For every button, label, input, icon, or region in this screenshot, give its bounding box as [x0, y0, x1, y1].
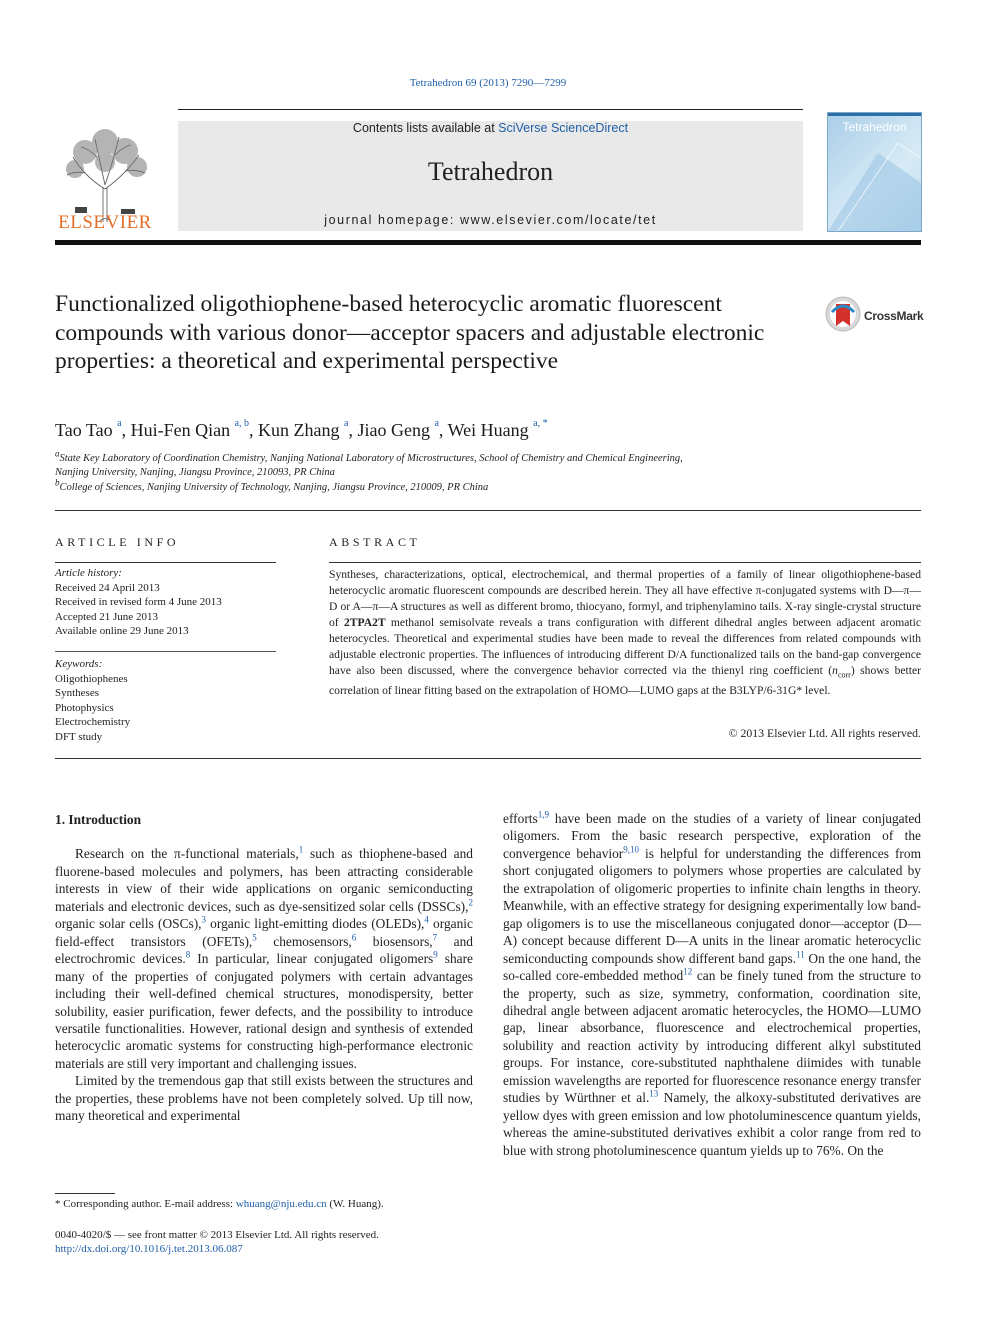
- affiliation-a: [55, 448, 683, 464]
- sciencedirect-link[interactable]: SciVerse ScienceDirect: [498, 121, 629, 135]
- journal-homepage[interactable]: journal homepage: www.elsevier.com/locate/tet: [324, 213, 657, 227]
- corresponding-author-footnote: [55, 1198, 384, 1210]
- contents-prefix: Contents lists available at: [352, 121, 499, 135]
- footnote-prefix: * Corresponding author. E-mail address:: [55, 1198, 236, 1210]
- keyword: Electrochemistry: [55, 716, 131, 728]
- crossmark-label[interactable]: CrossMark: [864, 309, 924, 323]
- abstract-part: ) shows better correlation of linear fitting based on the extrapolation of HOMO—LUMO gaps at the B3LYP/6-31G* level.: [329, 664, 922, 698]
- affiliation-b: [55, 477, 489, 493]
- article-info-heading: ARTICLE INFO: [55, 535, 180, 549]
- abstract-part: Syntheses, characterizations, optical, electrochemical, and thermal properties of a family of linear oligothiophene-based heterocyclic aromatic fluorescent compounds are described herein. They all have effective π-conjugated systems with D—π—D or A—π—A structures as well as different bromo, thiocyano, formyl, and triphenylamino tails. X-ray single-crystal structure of: [329, 568, 921, 629]
- keyword: Syntheses: [55, 687, 99, 699]
- citation-ref[interactable]: 13: [649, 1088, 659, 1099]
- intro-paragraph-2-cont: efforts$^{1,9}$ have been made on the studies of a variety of linear conjugated oligomers. From the basic research perspective, exploration of the convergence behavior$^{9,10}$ is helpful for understanding the differences from short conjugated oligomers to polymers whose properties are calculated by the extrapolation of oligomeric properties to infinite chain lengths in theory. Meanwhile, with an effective strategy for designing experimentally low band-gap oligomers is to use the miscellaneous conjugated donor—acceptor (D—A) concept because different D—A units in the linear aromatic heterocyclic semiconducting compounds show different band gaps.$^{11}$ On the one hand, the so-called core-embedded method$^{12}$ can be finely tuned from the structure to the property, such as size, symmetry, conformation, coordination site, dihedral angle between adjacent aromatic heterocycles, the HOMO—LUMO gap, linear absorbance, fluorescence and electrochemical properties, solubility and reaction activity by introducing different alkyl substituted groups. For instance, core-substituted naphthalene diimides with tunable emission wavelengths are reported for fluorescence resonance energy transfer studies by Würthner et al.$^{13}$ Namely, the alkoxy-substituted derivatives are yellow dyes with green emission and low photoluminescence quantum yields, whereas the amine-substituted derivatives exhibit a color range from red to blue with strong photoluminescence quantum yields up to 76%. On the: [503, 809, 921, 1158]
- history-label: Article history:: [55, 567, 122, 579]
- abstract-rule: [329, 562, 921, 563]
- contents-available: [178, 121, 803, 135]
- abstract-copyright: © 2013 Elsevier Ltd. All rights reserved.: [728, 726, 921, 740]
- intro-paragraph-2-start: Limited by the tremendous gap that still exists between the structures and the properties, these problems have not been completely solved. Up till now, many theoretical and experimental: [55, 1073, 473, 1124]
- article-title: Functionalized oligothiophene-based heterocyclic aromatic fluorescent compounds with various donor—acceptor spacers and adjustable electronic properties: a theoretical and experimental perspective: [55, 291, 765, 374]
- crossmark-icon[interactable]: [825, 296, 861, 332]
- author-affiliation[interactable]: a, *: [533, 418, 548, 429]
- history-item: Received 24 April 2013: [55, 581, 160, 594]
- citation-ref[interactable]: 11: [796, 949, 805, 960]
- keywords-label: Keywords:: [55, 658, 103, 670]
- keyword: Oligothiophenes: [55, 672, 128, 685]
- author-affiliation[interactable]: a: [434, 418, 439, 429]
- author-name[interactable]: Wei Huang: [447, 420, 529, 440]
- citation-ref[interactable]: 9,10: [623, 844, 640, 855]
- n-symbol: n: [832, 664, 838, 677]
- article-info-rule: [55, 562, 276, 563]
- issn-line: 0040-4020/$ — see front matter © 2013 Elsevier Ltd. All rights reserved.: [55, 1229, 379, 1241]
- author-affiliation[interactable]: a: [117, 418, 122, 429]
- history-item: Received in revised form 4 June 2013: [55, 596, 222, 608]
- article-history: [55, 566, 280, 639]
- header-thick-rule: [55, 240, 921, 245]
- keywords-list: [55, 657, 280, 744]
- keyword: DFT study: [55, 730, 103, 743]
- keyword: Photophysics: [55, 701, 114, 714]
- footnote-suffix: (W. Huang).: [326, 1198, 384, 1210]
- section-rule: [55, 510, 921, 511]
- author-name[interactable]: Hui-Fen Qian: [130, 420, 231, 440]
- author-list: Tao Tao $^a$, Hui-Fen Qian $^{a, b}$, Kun Zhang $^a$, Jiao Geng $^a$, Wei Huang $^{a, *}$: [55, 418, 548, 440]
- citation-ref[interactable]: 3: [201, 914, 207, 925]
- compound-label: 2TPA2T: [343, 616, 386, 629]
- intro-paragraph-1: Research on the π-functional materials,$^1$ such as thiophene-based and fluorene-based molecules and polymers, has been attracting considerable interests in view of their wide applications on organic semiconducting materials and electronic devices, such as dye-sensitized solar cells (DSSCs),$^2$ organic solar cells (OSCs),$^3$ organic light-emitting diodes (OLEDs),$^4$ organic field-effect transistors (OFETs),$^5$ chemosensors,$^6$ biosensors,$^7$ and electrochromic devices.$^8$ In particular, linear conjugated oligomers$^9$ share many of the properties of conjugated polymers with certain advantages including their well-defined chemical structures, monodispersity, better solubility, easier purification, fewer defects, and the possibility to introduce versatile functionalities. However, rational design and synthesis of extended heterocyclic aromatic systems for constructing high-performance electronic materials are still very important and challenging issues.: [55, 844, 473, 1071]
- author-affiliation[interactable]: a, b: [234, 418, 250, 429]
- doi-link[interactable]: http://dx.doi.org/10.1016/j.tet.2013.06.087: [55, 1243, 243, 1255]
- elsevier-wordmark: ELSEVIER: [58, 212, 152, 233]
- affiliation-text: College of Sciences, Nanjing University of Technology, Nanjing, Jiangsu Province, 210009, PR China: [59, 482, 489, 493]
- affiliation-mark: a: [55, 448, 60, 459]
- citation-ref[interactable]: 1: [298, 844, 304, 855]
- affiliation-a-cont: Nanjing University, Nanjing, Jiangsu Province, 210093, PR China: [55, 467, 335, 478]
- author-name[interactable]: Jiao Geng: [357, 420, 430, 440]
- keywords-rule: [55, 651, 276, 652]
- citation-ref[interactable]: 12: [683, 966, 693, 977]
- history-item: Available online 29 June 2013: [55, 625, 189, 637]
- section-rule: [55, 758, 921, 759]
- citation-ref[interactable]: 2: [468, 897, 473, 908]
- author-affiliation[interactable]: a: [344, 418, 349, 429]
- citation-ref[interactable]: 6: [351, 932, 357, 943]
- affiliation-text: State Key Laboratory of Coordination Chemistry, Nanjing National Laboratory of Microstructures, School of Chemistry and Chemical Engineering,: [59, 453, 683, 464]
- citation-ref[interactable]: 4: [424, 914, 429, 925]
- header-rule: [178, 109, 803, 110]
- journal-name: Tetrahedron: [427, 157, 554, 186]
- journal-citation[interactable]: Tetrahedron 69 (2013) 7290—7299: [409, 77, 567, 89]
- citation-ref[interactable]: 8: [185, 949, 191, 960]
- email-link[interactable]: whuang@nju.edu.cn: [235, 1198, 327, 1210]
- author-name[interactable]: Kun Zhang: [258, 420, 340, 440]
- citation-ref[interactable]: 7: [432, 932, 438, 943]
- author-name[interactable]: Tao Tao: [55, 420, 113, 440]
- abstract-part: methanol semisolvate reveals a trans configuration with different dihedral angles between adjacent aromatic heterocycles. Theoretical and experimental studies have been made to reveal the differences from related compounds with adjustable electronic properties. The influences of introducing different D/A functionalized tails on the band-gap convergence have also been discussed, where the convergence behavior corrected via the thienyl ring coefficient (: [329, 616, 921, 677]
- history-item: Accepted 21 June 2013: [55, 610, 158, 623]
- abstract-heading: ABSTRACT: [329, 535, 421, 549]
- abstract-text: [329, 567, 921, 699]
- body-column-left: [55, 811, 473, 1125]
- section-heading-introduction: 1. Introduction: [55, 812, 142, 827]
- body-column-right: [503, 810, 921, 1159]
- citation-ref[interactable]: 1,9: [537, 809, 549, 820]
- n-subscript: corr: [837, 670, 851, 680]
- affiliation-mark: b: [55, 477, 60, 488]
- footnote-rule: [55, 1193, 115, 1194]
- citation-ref[interactable]: 5: [252, 932, 257, 943]
- citation-ref[interactable]: 9: [433, 949, 438, 960]
- cover-title: Tetrahedron: [842, 120, 907, 134]
